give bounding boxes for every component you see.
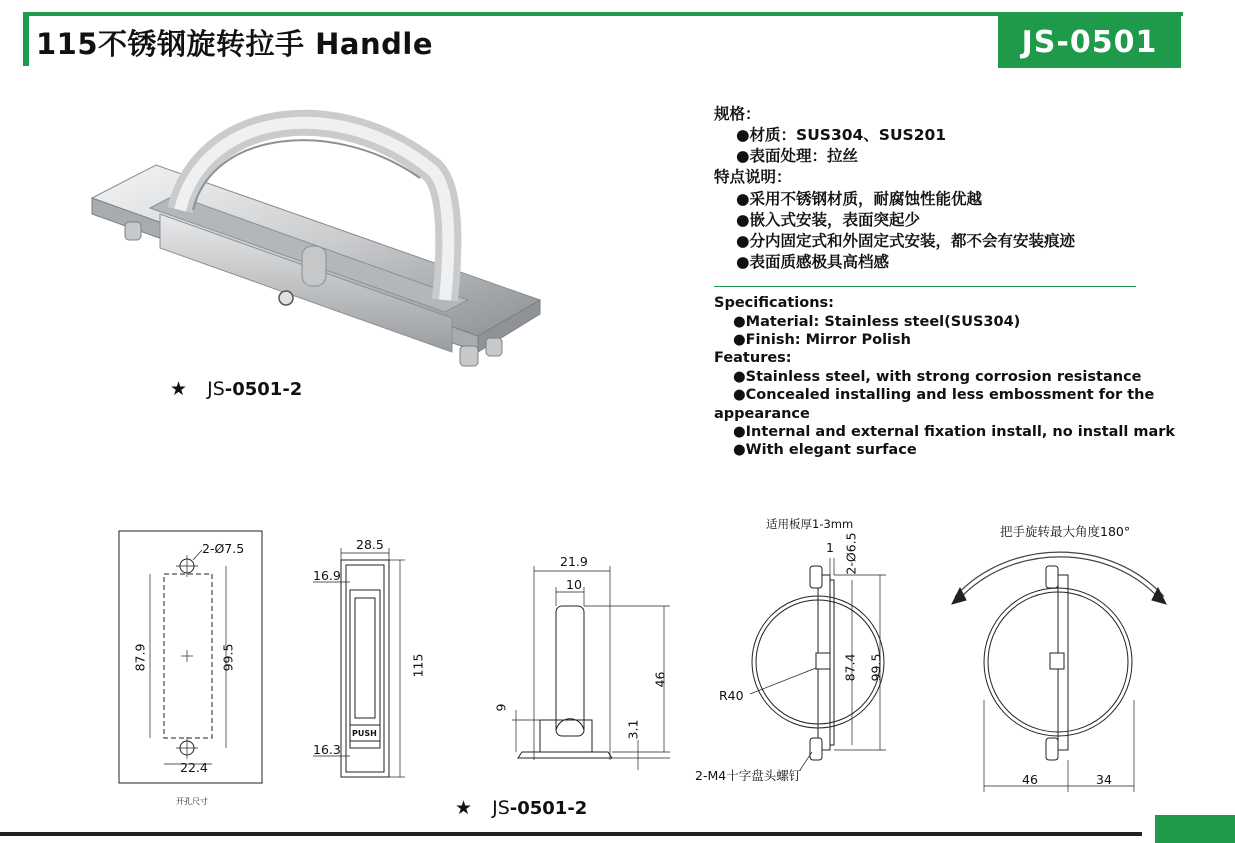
section-view [750,558,886,770]
star-icon: ★ [170,378,188,400]
dim-label: 99.5 [220,643,236,672]
side-view [512,566,670,770]
dim-label: 2-Ø7.5 [202,541,245,556]
dim-label: 22.4 [180,760,208,775]
dim-label: 16.9 [313,568,341,583]
dim-label: 2-Ø6.5 [843,532,859,575]
dim-label: 115 [410,653,426,678]
cutout-caption: 开孔尺寸 [176,797,208,806]
page-title: 115不锈钢旋转拉手 Handle [36,27,433,61]
specs-en-heading: Specifications: [714,295,834,311]
dim-label: 46 [1022,772,1038,787]
caption-prefix: JS [492,797,510,819]
product-photo [92,123,540,366]
features-en-item: ●Internal and external fixation install, no install mark [733,424,1176,440]
dim-label: 16.3 [313,742,341,757]
footer-line [0,832,1142,836]
features-en-item: ●Concealed installing and less embossment for the [733,387,1155,403]
dim-label: 34 [1096,772,1112,787]
specs-en-item: ●Finish: Mirror Polish [733,332,911,348]
photo-caption [170,378,302,400]
caption-code: -0501-2 [509,798,588,819]
dim-label: 21.9 [560,554,588,569]
specs-zh-item: ●表面处理：拉丝 [736,147,859,165]
features-en-item: ●Stainless steel, with strong corrosion resistance [733,369,1142,385]
push-label: PUSH [352,729,377,738]
star-icon: ★ [455,797,473,819]
features-en-item: appearance [714,406,810,422]
specs-zh-heading: 规格： [714,105,761,123]
features-zh-item: ●采用不锈钢材质，耐腐蚀性能优越 [736,190,983,208]
caption-code: -0501-2 [224,379,303,400]
rotation-view [952,555,1166,793]
features-zh-item: ●表面质感极具高档感 [736,253,890,271]
features-zh-heading: 特点说明： [714,168,792,186]
dim-label: 28.5 [356,537,384,552]
dim-label: 10 [566,577,582,592]
dim-label: 1 [826,540,834,555]
dim-label: 9 [493,703,509,712]
plate-note: 适用板厚1-3mm [766,517,854,531]
dim-label: 87.4 [842,653,858,682]
specs-en-item: ●Material: Stainless steel(SUS304) [733,314,1021,330]
dim-label: 99.5 [868,653,884,682]
model-badge: JS-0501 [998,16,1181,68]
features-zh-item: ●嵌入式安装，表面突起少 [736,211,921,229]
features-en-heading: Features: [714,350,792,366]
dim-label: R40 [719,688,744,703]
caption-prefix: JS [207,378,225,400]
screw-note: 2-M4十字盘头螺钉 [695,768,802,783]
dim-label: 87.9 [132,643,148,672]
dim-label: 3.1 [625,719,641,740]
features-zh-item: ●分内固定式和外固定式安装，都不会有安装痕迹 [736,232,1076,250]
features-en-item: ●With elegant surface [733,442,917,458]
dim-label: 46 [652,671,668,688]
specs-zh-item: ●材质：SUS304、SUS201 [736,126,947,144]
rotation-note: 把手旋转最大角度180° [1000,524,1131,539]
drawing-caption [455,797,587,819]
footer-green-block [1155,815,1235,843]
